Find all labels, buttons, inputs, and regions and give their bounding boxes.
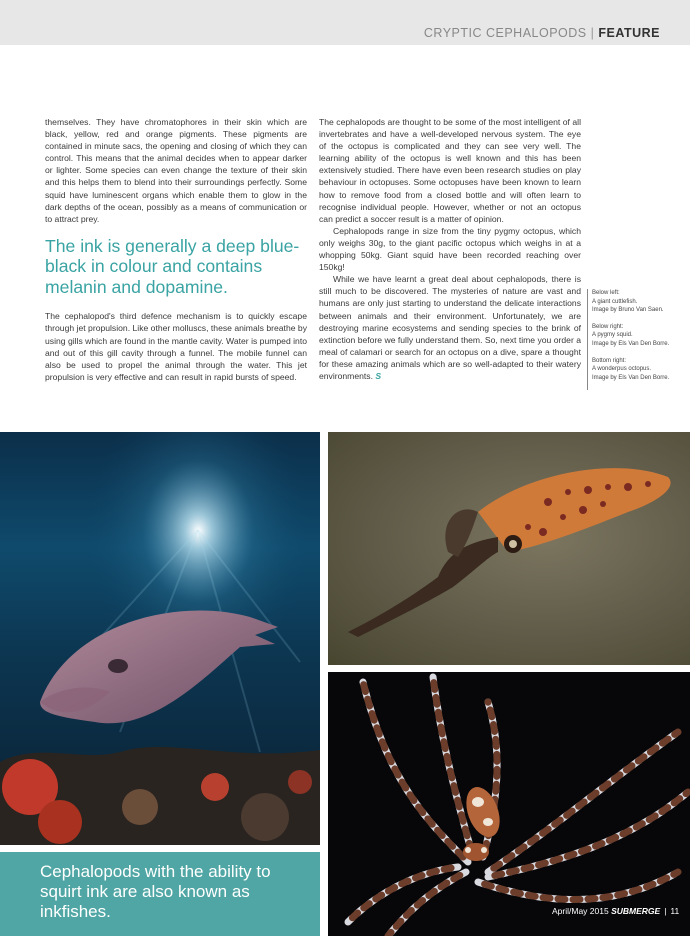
caption-below-left bbox=[592, 289, 690, 315]
running-header bbox=[424, 26, 660, 40]
caption-below-right bbox=[592, 323, 690, 349]
caption-position: Bottom right: bbox=[592, 357, 627, 364]
caption-bottom-right bbox=[592, 357, 690, 383]
caption-subject: A wonderpus octopus. bbox=[592, 366, 652, 373]
middle-paragraph-1: The cephalopods are thought to be some of the most intelligent of all invertebrates and have a well-developed nervous system. The eye of the octopus is complicated and they can see very well. The learning ability of the octopus is well known and this has been extensively studied. There have even been research studies on play behaviour in octopuses. Some octopuses have been known to learn how to remove food from a closed bottle and will often learn to recognise individual people. However, whether or not an octopus can predict a soccer result is a matter of opinion. bbox=[319, 117, 581, 224]
magazine-name: SUBMERGE bbox=[611, 906, 661, 916]
page-number: 11 bbox=[670, 906, 680, 916]
pygmy-squid-photo bbox=[328, 432, 690, 665]
caption-subject: A giant cuttlefish. bbox=[592, 298, 638, 305]
pull-quote: The ink is generally a deep blue-black in colour and contains melanin and dopamine. bbox=[45, 235, 300, 297]
teal-quote: Cephalopods with the ability to squirt ink are also known as inkfishes. bbox=[40, 862, 271, 921]
left-paragraph-2: The cephalopod's third defence mechanism is to quickly escape through jet propulsion. Like other molluscs, these animals breathe by using gills which are found in the mantle cavity. Water is pumped into and out of this gill cavity through a funnel. The mobile funnel can also be used to propel the animal through the water. This jet propulsion is very effective and can result in rapid bursts of speed. bbox=[45, 311, 307, 382]
feature-label: FEATURE bbox=[598, 26, 660, 40]
middle-paragraph-2: Cephalopods range in size from the tiny pygmy octopus, which only weighs 30g, to the giant pacific octopus which weighs in at a whopping 50kg. Giant squid have been recorded reaching over 150kg! bbox=[319, 225, 581, 273]
page-footer bbox=[552, 906, 679, 916]
caption-credit: Image by Els Van Den Borre. bbox=[592, 374, 670, 381]
middle-column bbox=[319, 116, 581, 382]
header-separator: | bbox=[590, 26, 595, 40]
caption-subject: A pygmy squid. bbox=[592, 332, 633, 339]
giant-cuttlefish-photo bbox=[0, 432, 320, 845]
issue-date: April/May 2015 bbox=[552, 906, 609, 916]
caption-credit: Image by Els Van Den Borre. bbox=[592, 340, 670, 347]
wonderpus-octopus-photo bbox=[328, 672, 690, 936]
footer-separator: | bbox=[664, 906, 667, 916]
caption-credit: Image by Bruno Van Saen. bbox=[592, 307, 664, 314]
left-paragraph-1: themselves. They have chromatophores in their skin which are black, yellow, red and orange pigments. These pigments are contained in minute sacs, the opening and closing of which they can control. This means that the animal decides when to appear darker or lighter. Some species can even change the texture of their skin and this helps them to blend into their surroundings perfectly. Some squid have luminescent organs which enable them to glow in the dark depths of the ocean, possibly as a means of communication or to attract prey. bbox=[45, 117, 307, 224]
photo-captions bbox=[587, 289, 690, 390]
middle-paragraph-3-text: While we have learnt a great deal about cephalopods, there is still much to be discovered. The mysteries of nature are vast and humans are only just starting to understand the delicate interactions between animals and their environment. Unfortunately, we are destroying marine ecosystems and sending species to the brink of extinction before we fully understand them. So, next time you order a meal of calamari or search for an octopus on a dive, spare a thought for these amazing animals which are so well-adapted to their watery environments. bbox=[319, 274, 581, 381]
left-column bbox=[45, 116, 307, 383]
section-title: CRYPTIC CEPHALOPODS bbox=[423, 26, 587, 40]
middle-paragraph-3 bbox=[319, 273, 581, 382]
caption-position: Below right: bbox=[592, 323, 624, 330]
end-mark: S bbox=[375, 370, 382, 381]
caption-position: Below left: bbox=[592, 290, 620, 296]
